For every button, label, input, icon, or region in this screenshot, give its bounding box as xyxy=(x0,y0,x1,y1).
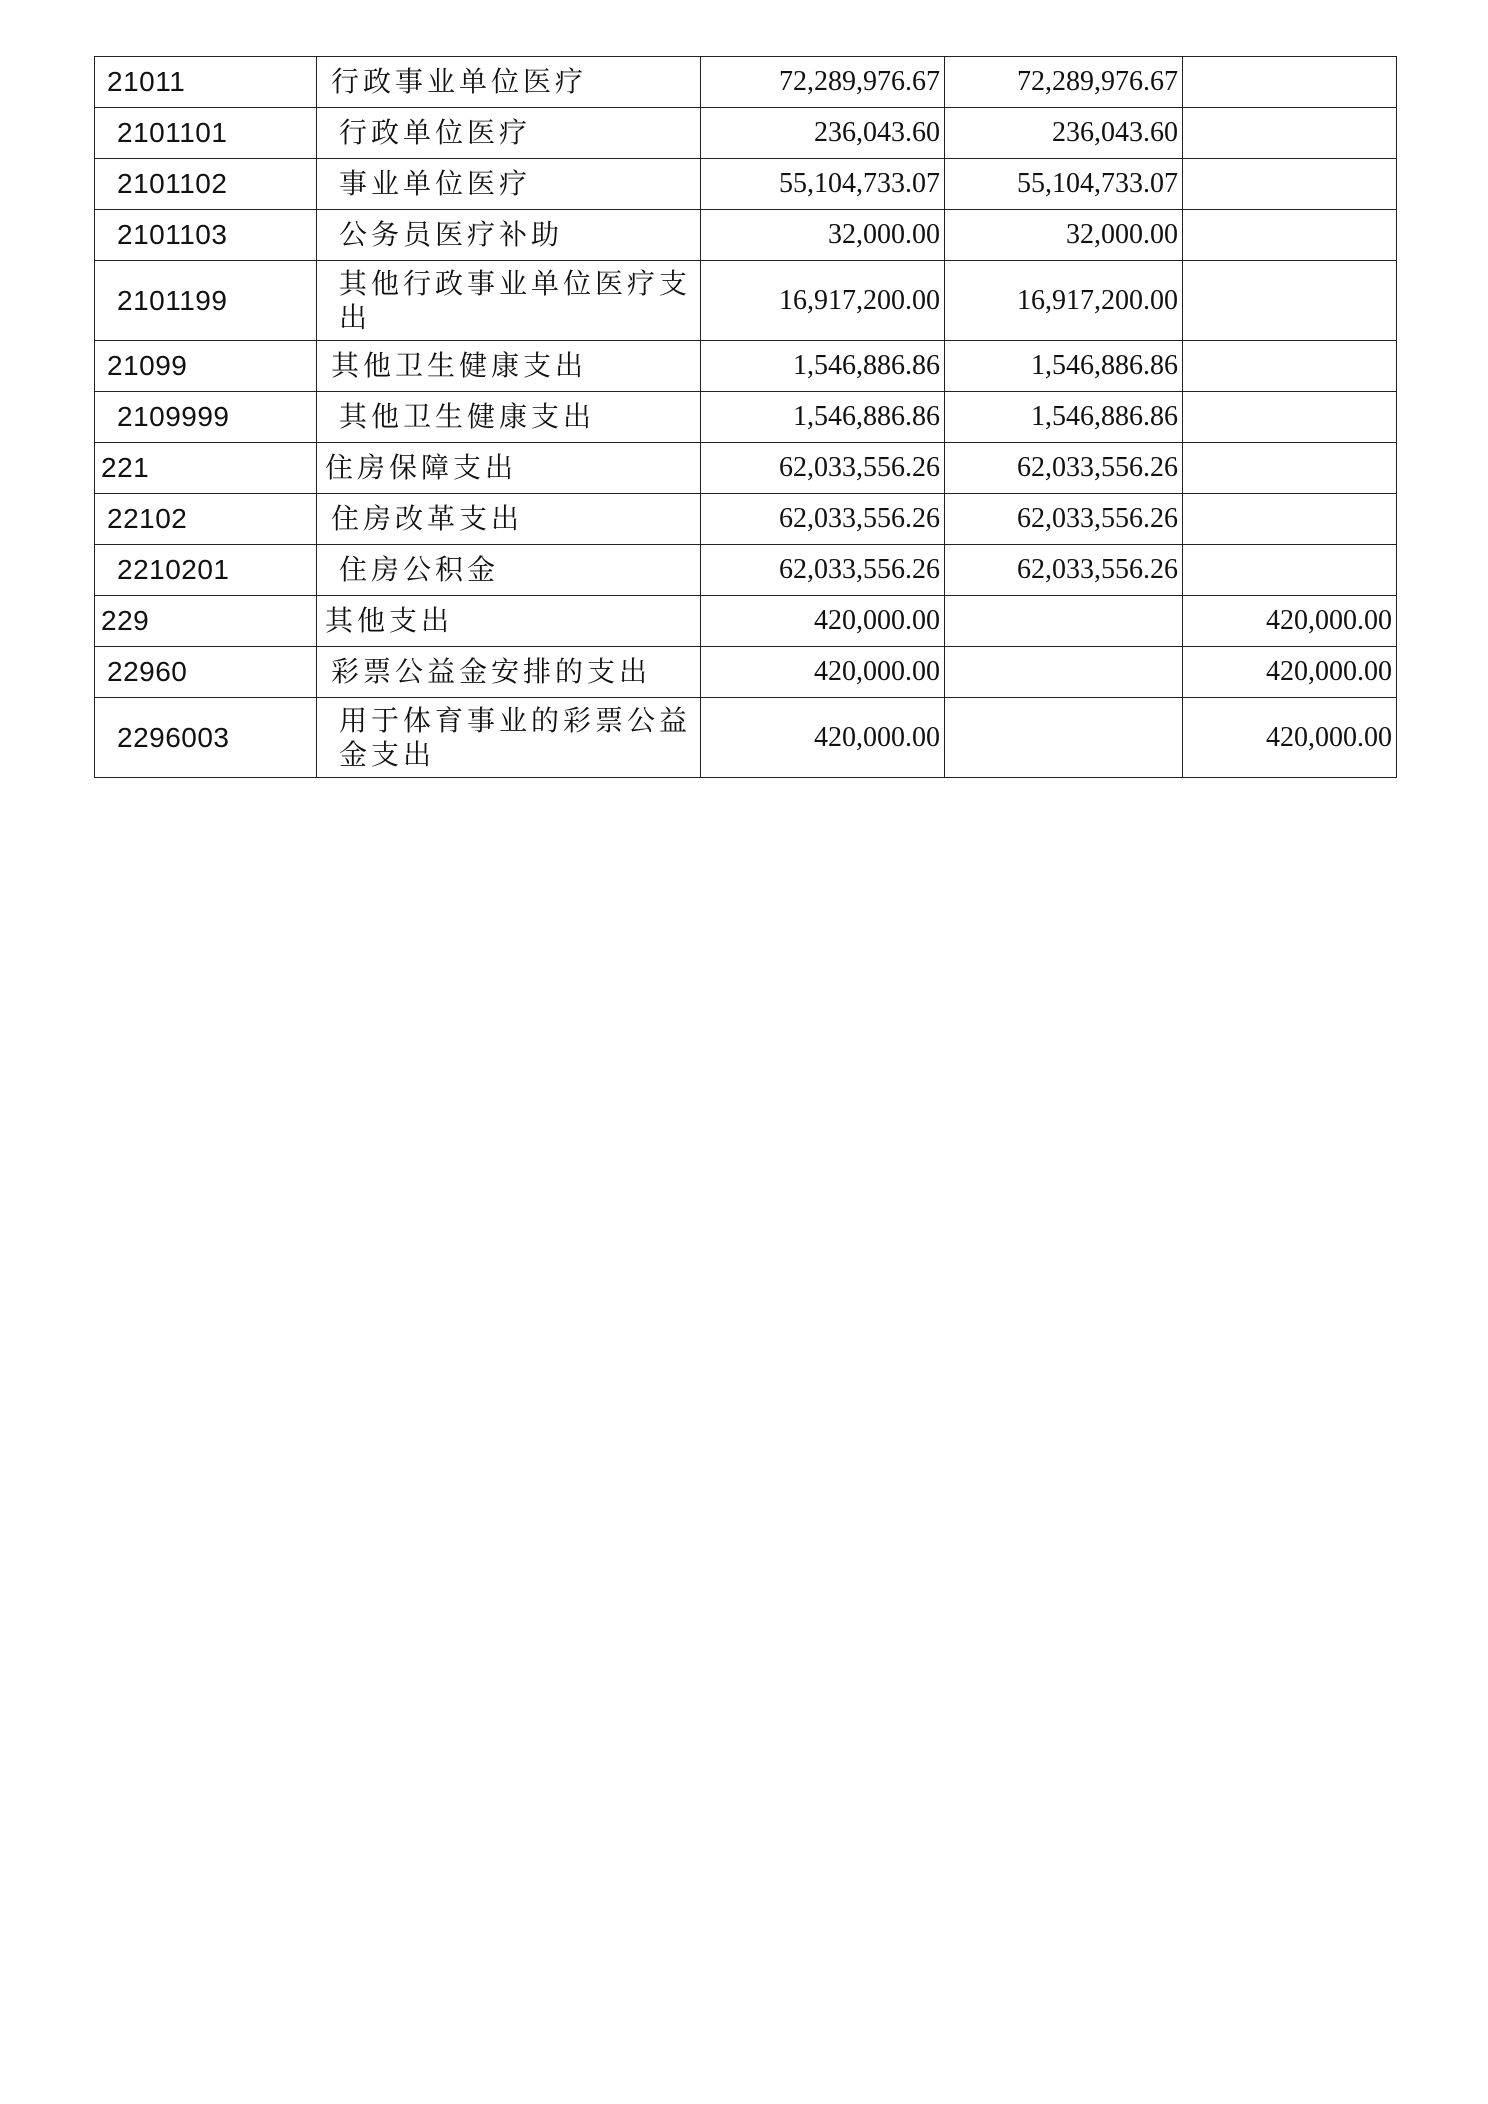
row-code: 2101103 xyxy=(95,210,317,261)
table-row xyxy=(95,494,1397,545)
row-project-amount xyxy=(1183,545,1397,596)
row-basic-amount: 72,289,976.67 xyxy=(945,57,1183,108)
row-code: 21099 xyxy=(95,341,317,392)
row-project-amount xyxy=(1183,108,1397,159)
row-code: 21011 xyxy=(95,57,317,108)
row-basic-amount xyxy=(945,647,1183,698)
row-total-amount: 62,033,556.26 xyxy=(701,545,945,596)
row-total-amount: 62,033,556.26 xyxy=(701,443,945,494)
table-row xyxy=(95,210,1397,261)
row-total-amount: 72,289,976.67 xyxy=(701,57,945,108)
row-project-amount xyxy=(1183,494,1397,545)
table-row xyxy=(95,108,1397,159)
row-code: 22102 xyxy=(95,494,317,545)
row-item-name: 住房公积金 xyxy=(317,545,701,596)
row-total-amount: 420,000.00 xyxy=(701,647,945,698)
row-project-amount xyxy=(1183,210,1397,261)
row-basic-amount: 16,917,200.00 xyxy=(945,261,1183,341)
row-total-amount: 420,000.00 xyxy=(701,698,945,778)
row-code: 2296003 xyxy=(95,698,317,778)
row-total-amount: 16,917,200.00 xyxy=(701,261,945,341)
budget-expenditure-table xyxy=(94,56,1397,778)
row-basic-amount xyxy=(945,596,1183,647)
row-basic-amount xyxy=(945,698,1183,778)
table-row xyxy=(95,57,1397,108)
table-row xyxy=(95,443,1397,494)
row-basic-amount: 62,033,556.26 xyxy=(945,545,1183,596)
row-code: 2101102 xyxy=(95,159,317,210)
row-item-name: 住房改革支出 xyxy=(317,494,701,545)
row-total-amount: 420,000.00 xyxy=(701,596,945,647)
row-project-amount: 420,000.00 xyxy=(1183,698,1397,778)
table-row xyxy=(95,261,1397,341)
row-item-name: 其他卫生健康支出 xyxy=(317,341,701,392)
row-basic-amount: 62,033,556.26 xyxy=(945,494,1183,545)
row-code: 2101199 xyxy=(95,261,317,341)
row-code: 229 xyxy=(95,596,317,647)
table-row xyxy=(95,341,1397,392)
row-total-amount: 32,000.00 xyxy=(701,210,945,261)
table-row xyxy=(95,159,1397,210)
table-row xyxy=(95,596,1397,647)
row-total-amount: 1,546,886.86 xyxy=(701,341,945,392)
row-item-name: 住房保障支出 xyxy=(317,443,701,494)
row-project-amount xyxy=(1183,443,1397,494)
table-row xyxy=(95,647,1397,698)
row-item-name: 公务员医疗补助 xyxy=(317,210,701,261)
row-total-amount: 62,033,556.26 xyxy=(701,494,945,545)
row-item-name: 彩票公益金安排的支出 xyxy=(317,647,701,698)
row-basic-amount: 1,546,886.86 xyxy=(945,341,1183,392)
row-item-name: 其他卫生健康支出 xyxy=(317,392,701,443)
row-project-amount xyxy=(1183,261,1397,341)
row-basic-amount: 55,104,733.07 xyxy=(945,159,1183,210)
row-item-name: 其他行政事业单位医疗支出 xyxy=(317,261,701,341)
table-row xyxy=(95,392,1397,443)
row-code: 22960 xyxy=(95,647,317,698)
row-total-amount: 1,546,886.86 xyxy=(701,392,945,443)
row-project-amount xyxy=(1183,159,1397,210)
table-row xyxy=(95,545,1397,596)
row-item-name: 用于体育事业的彩票公益金支出 xyxy=(317,698,701,778)
table-row xyxy=(95,698,1397,778)
row-code: 2210201 xyxy=(95,545,317,596)
row-code: 2101101 xyxy=(95,108,317,159)
row-basic-amount: 32,000.00 xyxy=(945,210,1183,261)
row-basic-amount: 62,033,556.26 xyxy=(945,443,1183,494)
row-total-amount: 236,043.60 xyxy=(701,108,945,159)
row-basic-amount: 236,043.60 xyxy=(945,108,1183,159)
row-code: 2109999 xyxy=(95,392,317,443)
row-project-amount: 420,000.00 xyxy=(1183,647,1397,698)
row-project-amount xyxy=(1183,341,1397,392)
row-total-amount: 55,104,733.07 xyxy=(701,159,945,210)
row-project-amount: 420,000.00 xyxy=(1183,596,1397,647)
budget-table-container xyxy=(94,56,1396,778)
row-item-name: 其他支出 xyxy=(317,596,701,647)
row-project-amount xyxy=(1183,57,1397,108)
row-item-name: 行政单位医疗 xyxy=(317,108,701,159)
row-basic-amount: 1,546,886.86 xyxy=(945,392,1183,443)
row-code: 221 xyxy=(95,443,317,494)
row-project-amount xyxy=(1183,392,1397,443)
row-item-name: 事业单位医疗 xyxy=(317,159,701,210)
row-item-name: 行政事业单位医疗 xyxy=(317,57,701,108)
